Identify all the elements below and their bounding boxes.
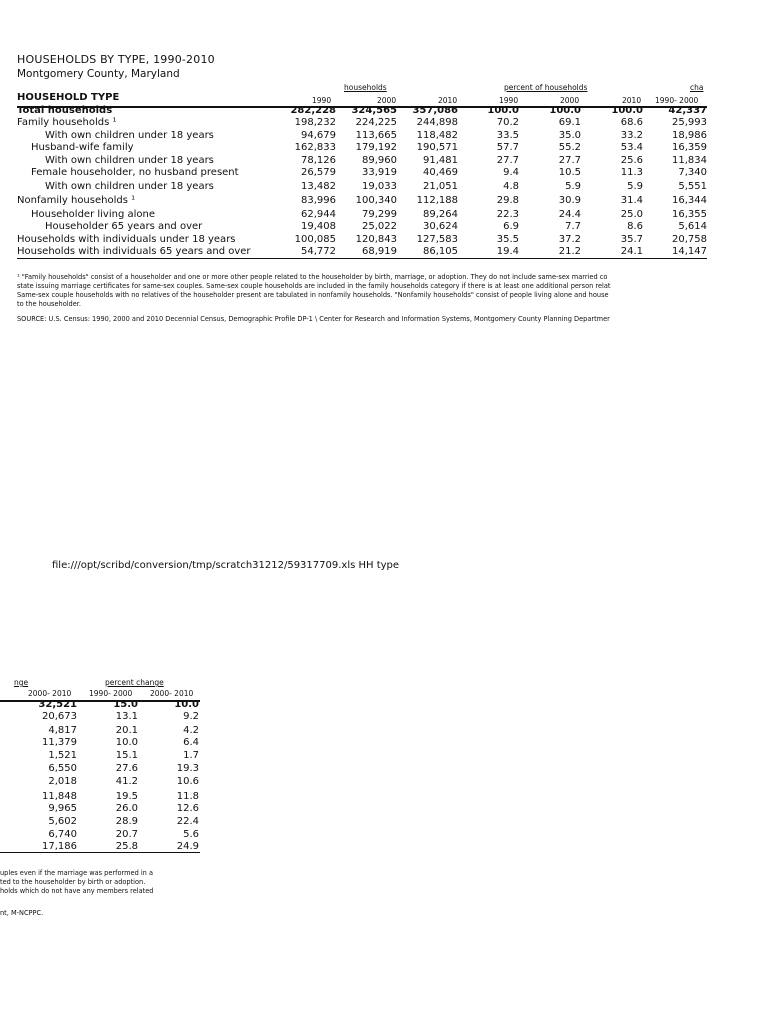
cell-h2010: 244,898 xyxy=(416,117,458,128)
cell-pc2: 10.6 xyxy=(176,776,199,787)
cell-h1990: 162,833 xyxy=(294,142,336,153)
footnote-line: uples even if the marriage was performed in a xyxy=(0,869,153,877)
cell-pc1: 27.6 xyxy=(115,763,138,774)
cell-p1990: 57.7 xyxy=(496,142,519,153)
cell-c1: 14,147 xyxy=(672,246,707,257)
cell-pc2: 22.4 xyxy=(176,816,199,827)
cell-pc1: 28.9 xyxy=(115,816,138,827)
cell-h2000: 113,665 xyxy=(355,130,397,141)
cell-h1990: 100,085 xyxy=(294,234,336,245)
cell-h2010: 190,571 xyxy=(416,142,458,153)
cell-pc2: 4.2 xyxy=(183,725,199,736)
cell-p2000: 100.0 xyxy=(549,105,581,116)
cell-pc2: 10.0 xyxy=(174,699,199,710)
cell-p2010: 33.2 xyxy=(620,130,643,141)
cell-p1990: 33.5 xyxy=(496,130,519,141)
footnote-line: holds which do not have any members related xyxy=(0,887,154,895)
cell-p2010: 25.6 xyxy=(620,155,643,166)
group-header-households: households xyxy=(344,83,387,92)
cell-pc1: 26.0 xyxy=(115,803,138,814)
row-label: With own children under 18 years xyxy=(45,155,214,166)
cell-pc2: 12.6 xyxy=(176,803,199,814)
cell-p1990: 100.0 xyxy=(487,105,519,116)
cell-p2000: 7.7 xyxy=(565,221,581,232)
cell-h2010: 91,481 xyxy=(423,155,458,166)
cell-pc1: 15.0 xyxy=(113,699,138,710)
cell-pc2: 9.2 xyxy=(183,711,199,722)
cell-h1990: 94,679 xyxy=(301,130,336,141)
cell-p1990: 9.4 xyxy=(503,167,519,178)
footnote-line: Same-sex couple households with no relatives of the householder present are tabulated in nonfamily households. "Nonfamily households" consist of people living alone and house xyxy=(17,291,609,299)
cell-c1: 16,344 xyxy=(672,195,707,206)
group-header-percent-change: percent change xyxy=(105,678,164,687)
cell-h2000: 324,565 xyxy=(351,105,397,116)
cell-c1: 7,340 xyxy=(678,167,707,178)
row-label: Households with individuals under 18 years xyxy=(17,234,236,245)
cell-c2: 1,521 xyxy=(48,750,77,761)
cell-h2010: 118,482 xyxy=(416,130,458,141)
change-header-1990-2000: 1990- 2000 xyxy=(655,96,699,105)
cell-p2000: 5.9 xyxy=(565,181,581,192)
cell-pc2: 1.7 xyxy=(183,750,199,761)
pct-header-1990: 1990 xyxy=(499,96,519,105)
column-header-household-type: HOUSEHOLD TYPE xyxy=(17,92,120,103)
pct-header-2010: 2010 xyxy=(622,96,642,105)
group-header-change: cha xyxy=(690,83,704,92)
cell-p2000: 55.2 xyxy=(558,142,581,153)
cell-h2010: 127,583 xyxy=(416,234,458,245)
cell-c2: 11,379 xyxy=(42,737,77,748)
cell-c1: 16,355 xyxy=(672,209,707,220)
cell-p2010: 53.4 xyxy=(620,142,643,153)
source-note: SOURCE: U.S. Census: 1990, 2000 and 2010 Decennial Census, Demographic Profile DP-1 \ Center for Research and Information Systems, Montgomery County Planning Departmer xyxy=(17,315,610,323)
cell-p2000: 30.9 xyxy=(558,195,581,206)
footnote-line: state issuing marriage certificates for same-sex couples. Same-sex couple households are included in the family households category if there is at least one additional person relat xyxy=(17,282,611,290)
cell-p2000: 27.7 xyxy=(558,155,581,166)
row-label: With own children under 18 years xyxy=(45,130,214,141)
page-subtitle: Montgomery County, Maryland xyxy=(17,68,180,80)
cell-p1990: 29.8 xyxy=(496,195,519,206)
cell-h2000: 79,299 xyxy=(362,209,397,220)
cell-p2010: 8.6 xyxy=(627,221,643,232)
cell-p2010: 31.4 xyxy=(620,195,643,206)
cell-p1990: 19.4 xyxy=(496,246,519,257)
pct-change-header-2000-2010: 2000- 2010 xyxy=(150,689,194,698)
row-label: Householder 65 years and over xyxy=(45,221,203,232)
cell-p2000: 69.1 xyxy=(558,117,581,128)
cell-p1990: 4.8 xyxy=(503,181,519,192)
cell-h1990: 54,772 xyxy=(301,246,336,257)
year-header-1990: 1990 xyxy=(312,96,332,105)
cell-h2010: 86,105 xyxy=(423,246,458,257)
cell-h2010: 89,264 xyxy=(423,209,458,220)
cell-pc1: 41.2 xyxy=(115,776,138,787)
cell-p2010: 24.1 xyxy=(620,246,643,257)
cell-p2010: 5.9 xyxy=(627,181,643,192)
cell-c2: 11,848 xyxy=(42,791,77,802)
row-label: Householder living alone xyxy=(31,209,155,220)
cell-p1990: 22.3 xyxy=(496,209,519,220)
file-path-footer: file:///opt/scribd/conversion/tmp/scratch31212/59317709.xls HH type xyxy=(52,560,400,571)
footnote-line: ted to the householder by birth or adoption. xyxy=(0,878,146,886)
cell-h1990: 78,126 xyxy=(301,155,336,166)
cell-c1: 42,337 xyxy=(668,105,707,116)
cell-pc2: 24.9 xyxy=(176,841,199,852)
cell-pc1: 13.1 xyxy=(115,711,138,722)
cell-p1990: 6.9 xyxy=(503,221,519,232)
footnote-line: ¹ "Family households" consist of a householder and one or more other people related to the householder by birth, marriage, or adoption. They do not include same-sex married co xyxy=(17,273,608,281)
cell-h2000: 89,960 xyxy=(362,155,397,166)
cell-p2000: 24.4 xyxy=(558,209,581,220)
cell-h2000: 224,225 xyxy=(355,117,397,128)
cell-c1: 25,993 xyxy=(672,117,707,128)
row-label: Households with individuals 65 years and over xyxy=(17,246,251,257)
row-label: Family households ¹ xyxy=(17,117,117,128)
cell-h1990: 198,232 xyxy=(294,117,336,128)
cell-pc1: 20.1 xyxy=(115,725,138,736)
row-label: Husband-wife family xyxy=(31,142,134,153)
table-bottom-rule-cont xyxy=(0,852,200,853)
cell-h2010: 357,086 xyxy=(412,105,458,116)
group-header-percent: percent of households xyxy=(504,83,588,92)
cell-h2000: 19,033 xyxy=(362,181,397,192)
cell-c1: 18,986 xyxy=(672,130,707,141)
cell-p2010: 68.6 xyxy=(620,117,643,128)
cell-h2000: 179,192 xyxy=(355,142,397,153)
cell-p2000: 37.2 xyxy=(558,234,581,245)
cell-h2000: 68,919 xyxy=(362,246,397,257)
cell-pc1: 15.1 xyxy=(115,750,138,761)
row-label: Nonfamily households ¹ xyxy=(17,195,136,206)
cell-p2010: 11.3 xyxy=(620,167,643,178)
cell-c2: 6,740 xyxy=(48,829,77,840)
cell-h2010: 40,469 xyxy=(423,167,458,178)
page-title: HOUSEHOLDS BY TYPE, 1990-2010 xyxy=(17,53,215,66)
cell-pc2: 11.8 xyxy=(176,791,199,802)
pct-header-2000: 2000 xyxy=(560,96,580,105)
cell-p2000: 21.2 xyxy=(558,246,581,257)
cell-h1990: 13,482 xyxy=(301,181,336,192)
cell-h2010: 21,051 xyxy=(423,181,458,192)
cell-h2010: 30,624 xyxy=(423,221,458,232)
cell-pc1: 19.5 xyxy=(115,791,138,802)
cell-c2: 5,602 xyxy=(48,816,77,827)
cell-c2: 4,817 xyxy=(48,725,77,736)
group-header-change-cont: nge xyxy=(14,678,29,687)
cell-p2010: 35.7 xyxy=(620,234,643,245)
footnote-line: to the householder. xyxy=(17,300,82,308)
cell-pc1: 10.0 xyxy=(115,737,138,748)
cell-h2000: 33,919 xyxy=(362,167,397,178)
cell-c1: 20,758 xyxy=(672,234,707,245)
cell-p1990: 35.5 xyxy=(496,234,519,245)
cell-pc1: 20.7 xyxy=(115,829,138,840)
cell-p2000: 35.0 xyxy=(558,130,581,141)
source-note: nt, M-NCPPC. xyxy=(0,909,44,917)
cell-h1990: 83,996 xyxy=(301,195,336,206)
pct-change-header-1990-2000: 1990- 2000 xyxy=(89,689,133,698)
change-header-2000-2010: 2000- 2010 xyxy=(28,689,72,698)
cell-c2: 32,521 xyxy=(38,699,77,710)
cell-c1: 5,551 xyxy=(678,181,707,192)
cell-h1990: 282,228 xyxy=(290,105,336,116)
cell-p1990: 27.7 xyxy=(496,155,519,166)
cell-pc1: 25.8 xyxy=(115,841,138,852)
cell-c1: 11,834 xyxy=(672,155,707,166)
cell-p2010: 100.0 xyxy=(611,105,643,116)
cell-h2000: 120,843 xyxy=(355,234,397,245)
table-bottom-rule xyxy=(17,258,707,259)
cell-h2000: 25,022 xyxy=(362,221,397,232)
cell-c2: 2,018 xyxy=(48,776,77,787)
cell-h1990: 26,579 xyxy=(301,167,336,178)
row-label: With own children under 18 years xyxy=(45,181,214,192)
cell-pc2: 19.3 xyxy=(176,763,199,774)
year-header-2010: 2010 xyxy=(438,96,458,105)
row-label: Total households xyxy=(17,105,113,116)
cell-p2000: 10.5 xyxy=(558,167,581,178)
cell-h2000: 100,340 xyxy=(355,195,397,206)
cell-h1990: 19,408 xyxy=(301,221,336,232)
cell-p2010: 25.0 xyxy=(620,209,643,220)
cell-pc2: 6.4 xyxy=(183,737,199,748)
year-header-2000: 2000 xyxy=(377,96,397,105)
cell-c2: 17,186 xyxy=(42,841,77,852)
cell-c2: 6,550 xyxy=(48,763,77,774)
cell-p1990: 70.2 xyxy=(496,117,519,128)
cell-c1: 5,614 xyxy=(678,221,707,232)
cell-h1990: 62,944 xyxy=(301,209,336,220)
row-label: Female householder, no husband present xyxy=(31,167,239,178)
cell-c1: 16,359 xyxy=(672,142,707,153)
cell-h2010: 112,188 xyxy=(416,195,458,206)
cell-c2: 20,673 xyxy=(42,711,77,722)
cell-pc2: 5.6 xyxy=(183,829,199,840)
cell-c2: 9,965 xyxy=(48,803,77,814)
